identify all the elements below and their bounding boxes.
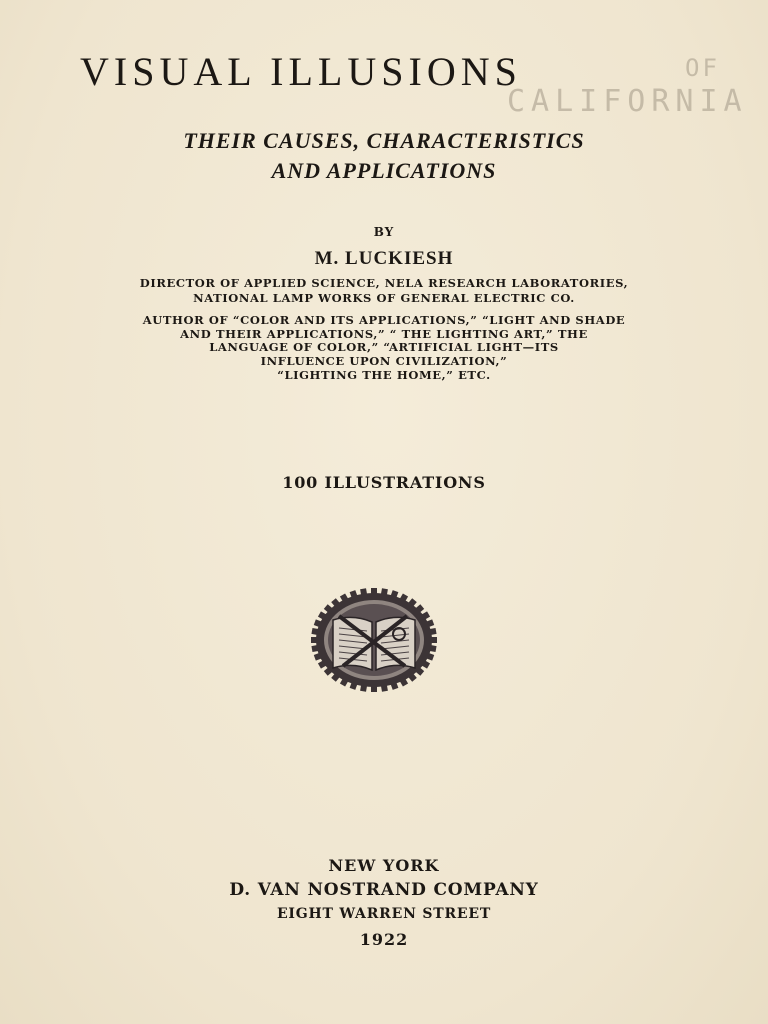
publisher-emblem-icon bbox=[309, 586, 439, 694]
publisher-address: EIGHT WARREN STREET bbox=[276, 906, 492, 922]
author-works-line: AND THEIR APPLICATIONS,” “ THE LIGHTING ART,” THE bbox=[180, 327, 588, 341]
byline: BY bbox=[373, 225, 395, 239]
library-stamp-line2: CALIFORNIA bbox=[507, 84, 748, 119]
author-works-line: INFLUENCE UPON CIVILIZATION,” bbox=[260, 354, 508, 368]
illustrations-count: 100 ILLUSTRATIONS bbox=[282, 473, 486, 492]
subtitle-line-1: THEIR CAUSES, CHARACTERISTICS bbox=[183, 128, 585, 153]
subtitle-line-2: AND APPLICATIONS bbox=[271, 158, 497, 183]
author-affiliation-line: DIRECTOR OF APPLIED SCIENCE, NELA RESEARCH LABORATORIES, bbox=[139, 276, 629, 290]
library-stamp-line1: OF bbox=[685, 54, 720, 82]
author-name: M. LUCKIESH bbox=[314, 248, 454, 269]
book-title: VISUAL ILLUSIONS bbox=[80, 49, 522, 94]
publisher-name: D. VAN NOSTRAND COMPANY bbox=[229, 880, 539, 900]
author-works-line: AUTHOR OF “COLOR AND ITS APPLICATIONS,” “LIGHT AND SHADE bbox=[142, 313, 626, 327]
author-works-line: “LIGHTING THE HOME,” ETC. bbox=[277, 368, 491, 382]
publication-year: 1922 bbox=[359, 930, 409, 949]
publisher-city: NEW YORK bbox=[328, 856, 440, 875]
author-works-line: LANGUAGE OF COLOR,” “ARTIFICIAL LIGHT—ITS bbox=[209, 340, 559, 354]
author-affiliation-line: NATIONAL LAMP WORKS OF GENERAL ELECTRIC CO. bbox=[193, 291, 575, 305]
